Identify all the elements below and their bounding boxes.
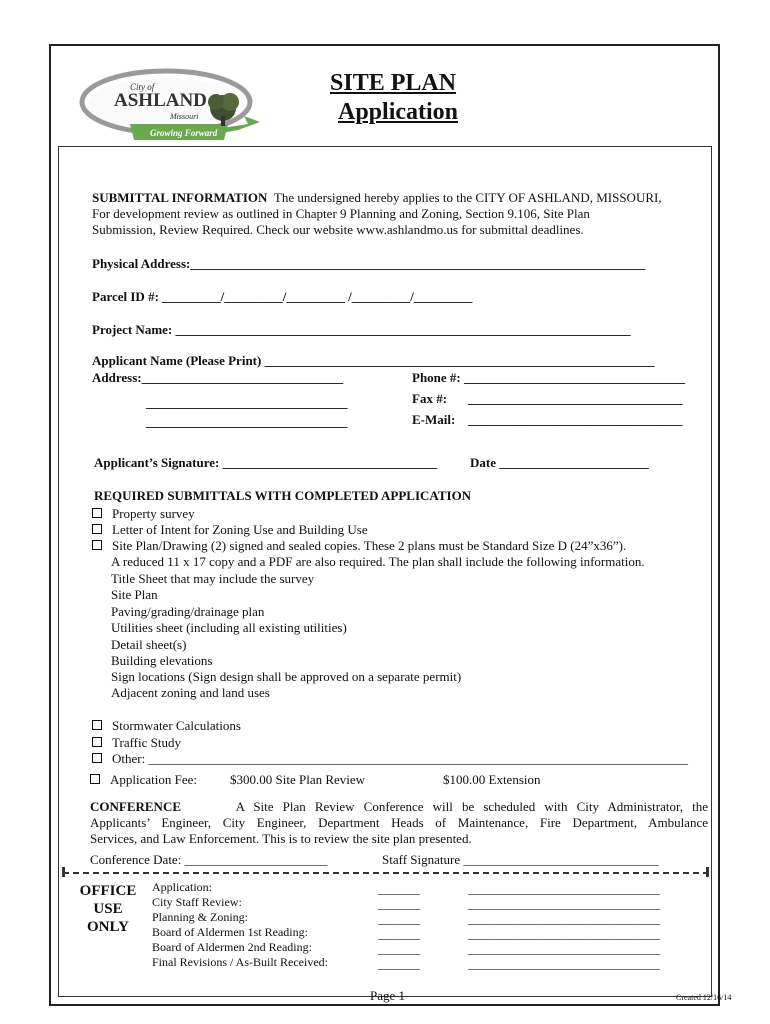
site-plan-sub-item: Detail sheet(s) [111, 637, 187, 652]
site-plan-sub-item: Site Plan [111, 587, 158, 602]
checkbox[interactable] [90, 774, 100, 784]
required-heading: REQUIRED SUBMITTALS WITH COMPLETED APPLICATION [94, 488, 472, 503]
conference-intro: A Site Plan Review Conference will be scheduled with City Administrator, the [235, 799, 708, 814]
staff-signature-field[interactable]: Staff Signature ______________________________ [382, 852, 659, 867]
conference-line1 [90, 799, 708, 815]
submittal-line1 [92, 190, 662, 206]
page-number: Page 1 [370, 988, 406, 1003]
checkbox[interactable] [92, 753, 102, 763]
site-plan-sub-item: Adjacent zoning and land uses [111, 685, 270, 700]
checkbox[interactable] [92, 508, 102, 518]
submittal-line3: Submission, Review Required. Check our website www.ashlandmo.us for submittal deadlines. [92, 222, 584, 237]
checkbox-item-other[interactable] [92, 751, 688, 767]
checkbox[interactable] [92, 737, 102, 747]
office-note-line[interactable]: ________________________________ [468, 912, 660, 926]
created-date: Created 12/16/14 [676, 993, 732, 1002]
site-plan-sub-item: Paving/grading/drainage plan [111, 604, 265, 619]
submittal-line2: For development review as outlined in Chapter 9 Planning and Zoning, Section 9.106, Site Plan [92, 206, 590, 221]
office-row-label: Board of Aldermen 1st Reading: [152, 925, 308, 939]
item-label: Application Fee: [110, 772, 198, 787]
office-label-line: OFFICE [79, 883, 137, 899]
office-note-line[interactable]: ________________________________ [468, 882, 660, 896]
date-field[interactable]: Date _______________________ [470, 455, 649, 470]
office-date-line[interactable]: _______ [378, 912, 420, 926]
checkbox[interactable] [92, 540, 102, 550]
item-label: Site Plan/Drawing (2) signed and sealed copies. These 2 plans must be Standard Size D (24”x36”). [112, 538, 627, 553]
office-use-label [72, 882, 144, 936]
site-plan-sub-item: Title Sheet that may include the survey [111, 571, 315, 586]
submittal-heading: SUBMITTAL INFORMATION [92, 190, 268, 205]
divider-tick [706, 867, 709, 877]
page-title: SITE PLAN [330, 70, 457, 96]
office-note-line[interactable]: ________________________________ [468, 957, 660, 971]
conference-date-field[interactable]: Conference Date: ______________________ [90, 852, 328, 867]
conference-line2: Applicants’ Engineer, City Engineer, Department Heads of Maintenance, Fire Department, Ambulance [90, 815, 708, 830]
divider-tick [62, 867, 65, 877]
office-label-line: USE [93, 901, 123, 917]
submittal-intro: The undersigned hereby applies to the CITY OF ASHLAND, MISSOURI, [273, 190, 662, 205]
site-plan-sub-item: Building elevations [111, 653, 213, 668]
address-line2-field[interactable]: _______________________________ [146, 395, 348, 410]
office-date-line[interactable]: _______ [378, 942, 420, 956]
site-plan-sub-item: A reduced 11 x 17 copy and a PDF are also required. The plan shall include the following information. [111, 554, 645, 569]
conference-heading: CONFERENCE [90, 799, 182, 814]
office-row-label: City Staff Review: [152, 895, 242, 909]
fee-site-plan-review: $300.00 Site Plan Review [230, 772, 366, 787]
conference-line3: Services, and Law Enforcement. This is to review the site plan presented. [90, 831, 472, 846]
checkbox[interactable] [92, 720, 102, 730]
checkbox[interactable] [92, 524, 102, 534]
checkbox-item-application-fee[interactable] [90, 772, 197, 788]
page-subtitle: Application [338, 99, 459, 125]
office-divider [63, 872, 709, 874]
checkbox-item-stormwater[interactable] [92, 718, 241, 734]
email-field[interactable]: _________________________________ [468, 412, 683, 427]
project-name-field[interactable]: Project Name: ______________________________________________________________________ [92, 322, 631, 337]
item-label: Property survey [112, 506, 195, 521]
site-plan-sub-item: Utilities sheet (including all existing utilities) [111, 620, 347, 635]
office-date-line[interactable]: _______ [378, 897, 420, 911]
physical-address-field[interactable]: Physical Address:______________________________________________________________________ [92, 256, 646, 271]
fax-field[interactable]: _________________________________ [468, 391, 683, 406]
checkbox-item-letter-of-intent[interactable] [92, 522, 368, 538]
logo-city-of: City of [130, 82, 155, 92]
applicant-name-field[interactable]: Applicant Name (Please Print) ____________________________________________________________ [92, 353, 655, 368]
logo-tagline: Growing Forward [150, 128, 218, 138]
item-label: Other: ___________________________________________________________________________________ [112, 751, 688, 766]
office-date-line[interactable]: _______ [378, 957, 420, 971]
site-plan-sub-item: Sign locations (Sign design shall be approved on a separate permit) [111, 669, 462, 684]
fax-label: Fax #: [412, 391, 448, 406]
office-date-line[interactable]: _______ [378, 882, 420, 896]
office-label-line: ONLY [87, 919, 129, 935]
office-row-label: Application: [152, 880, 212, 894]
parcel-id-field[interactable]: Parcel ID #: _________/_________/_________ /_________/_________ [92, 289, 473, 304]
address-line3-field[interactable]: _______________________________ [146, 414, 348, 429]
office-row-label: Final Revisions / As-Built Received: [152, 955, 328, 969]
city-logo [78, 64, 270, 144]
signature-field[interactable]: Applicant’s Signature: _________________________________ [94, 455, 438, 470]
item-label: Traffic Study [112, 735, 181, 750]
office-note-line[interactable]: ________________________________ [468, 942, 660, 956]
email-label: E-Mail: [412, 412, 456, 427]
office-note-line[interactable]: ________________________________ [468, 927, 660, 941]
checkbox-item-property-survey[interactable] [92, 506, 195, 522]
checkbox-item-site-plan[interactable] [92, 538, 626, 554]
logo-state: Missouri [170, 112, 199, 121]
office-row-label: Planning & Zoning: [152, 910, 248, 924]
checkbox-item-traffic-study[interactable] [92, 735, 181, 751]
phone-field[interactable]: Phone #: __________________________________ [412, 370, 685, 385]
address-field[interactable]: Address:_______________________________ [92, 370, 344, 385]
item-label: Stormwater Calculations [112, 718, 241, 733]
item-label: Letter of Intent for Zoning Use and Building Use [112, 522, 368, 537]
fee-extension: $100.00 Extension [443, 772, 541, 787]
office-row-label: Board of Aldermen 2nd Reading: [152, 940, 312, 954]
logo-name: ASHLAND [114, 90, 207, 111]
office-note-line[interactable]: ________________________________ [468, 897, 660, 911]
office-date-line[interactable]: _______ [378, 927, 420, 941]
